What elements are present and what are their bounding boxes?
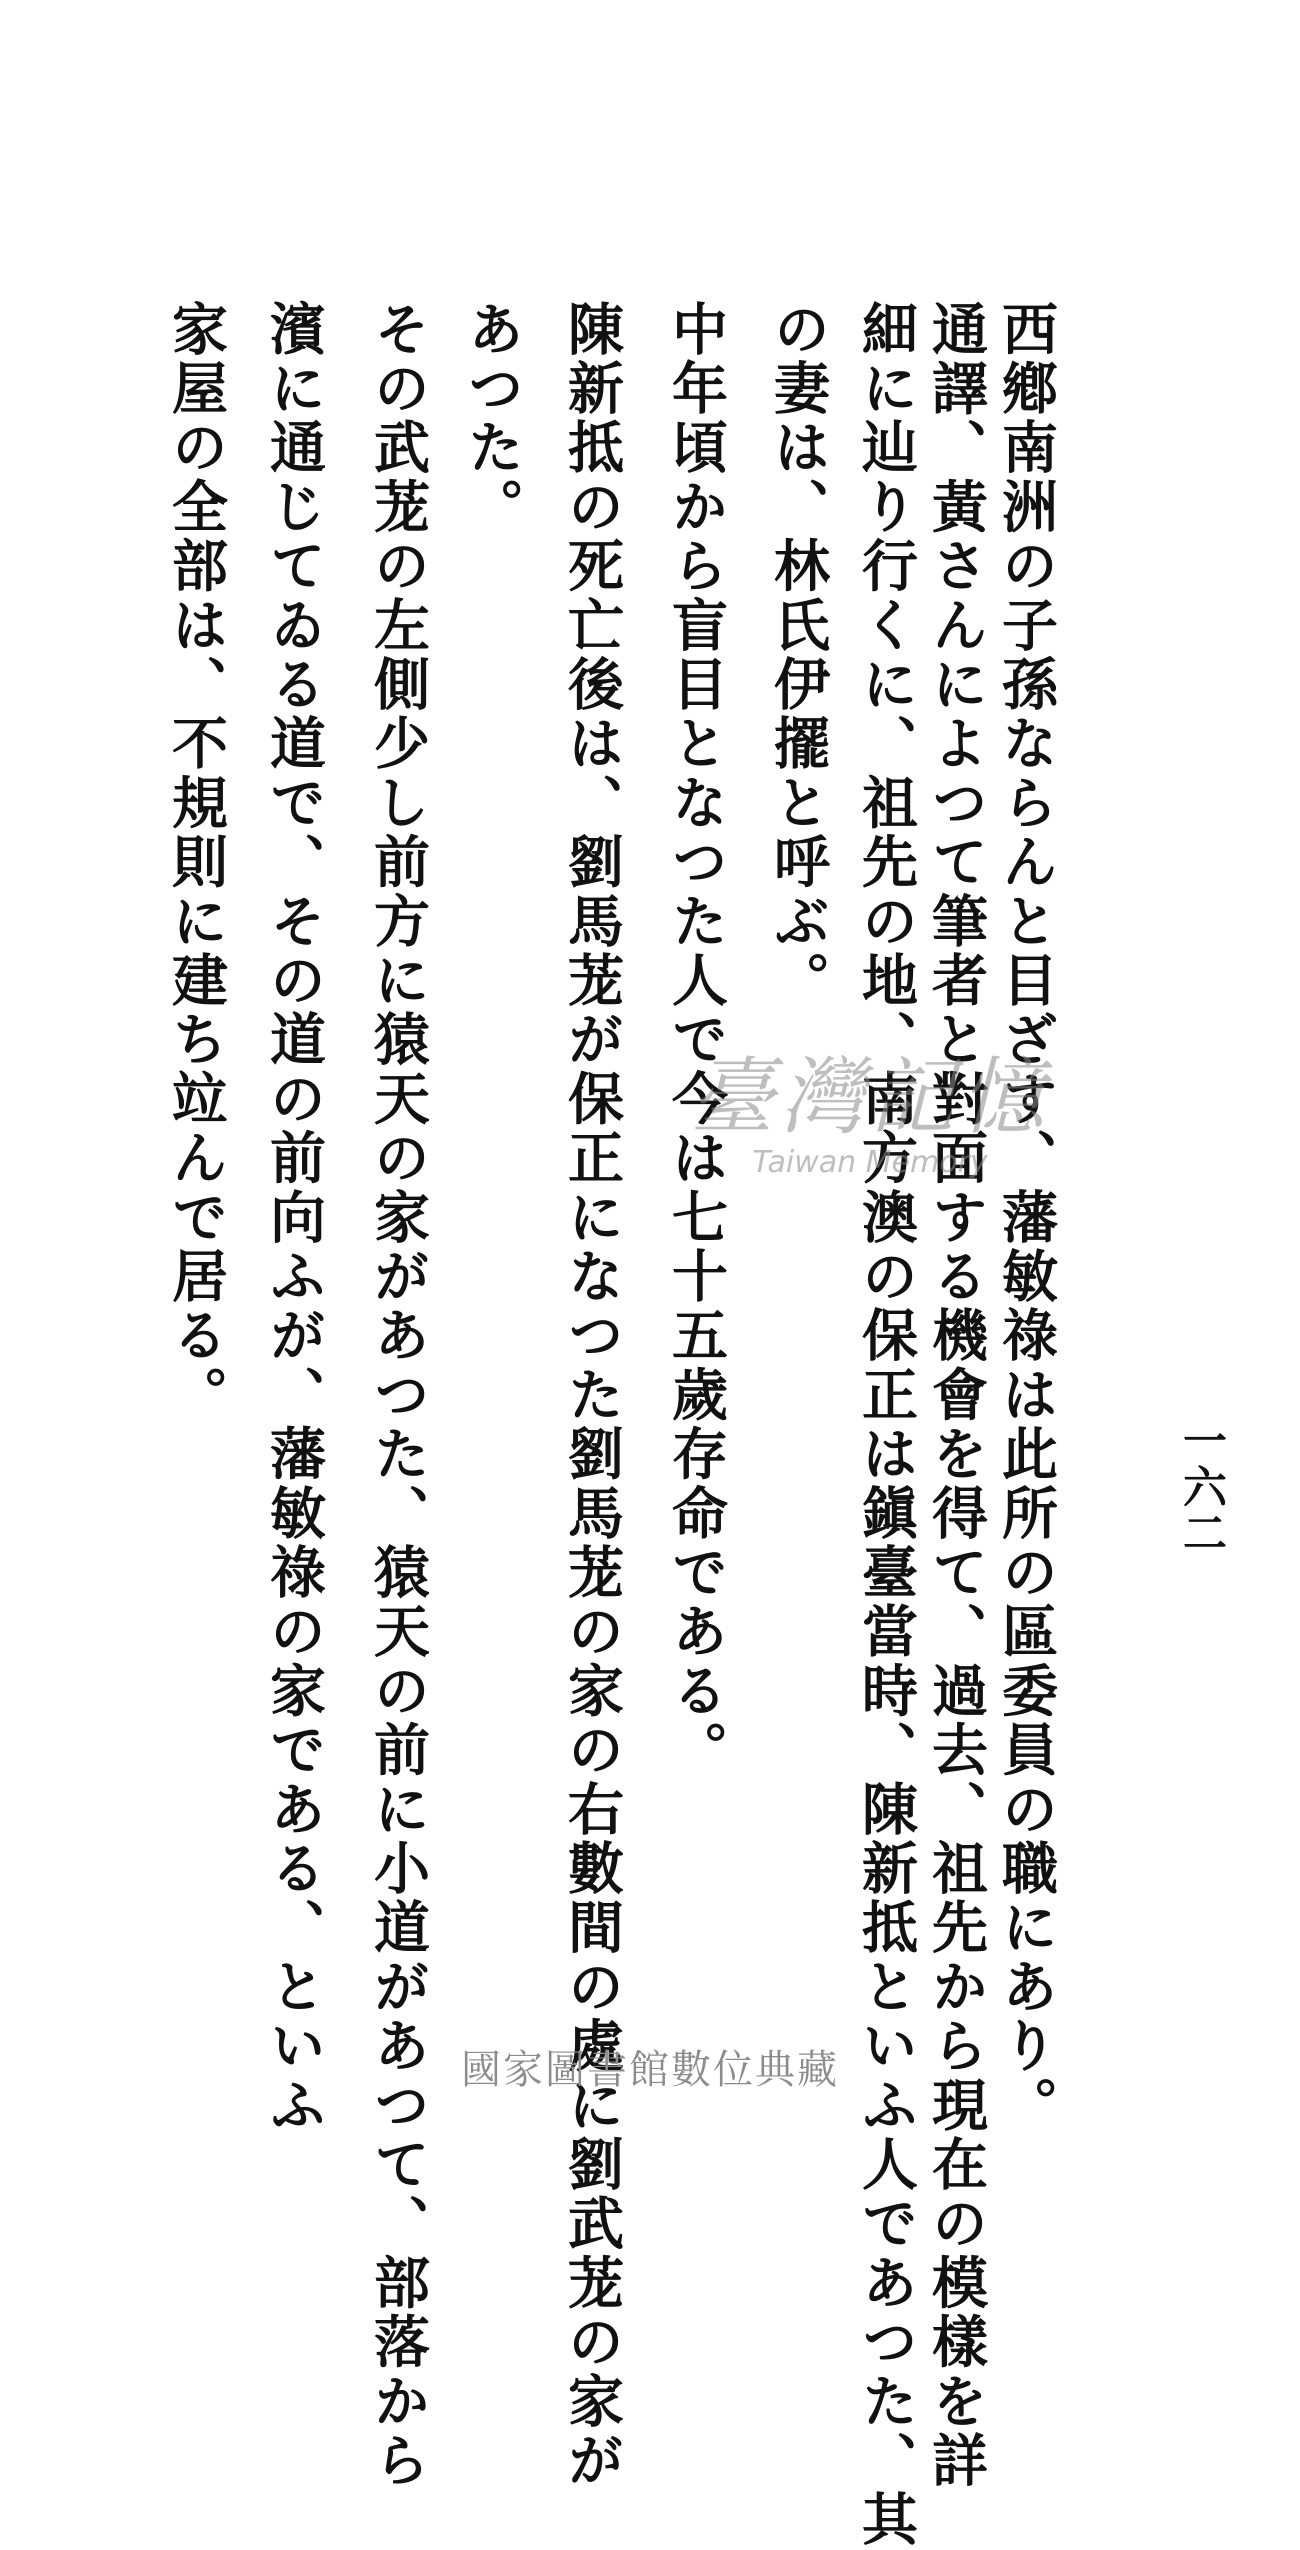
- text-column-7: あつた。: [459, 300, 525, 537]
- watermark-title: 臺灣記憶: [689, 1048, 1050, 1146]
- footer-credit: 國家圖書館數位典藏: [461, 2047, 839, 2093]
- text-column-4: の妻は、林氏伊擺と呼ぶ。: [765, 300, 831, 1011]
- text-column-8: その武茏の左側少し前方に猿天の家があつた、猿天の前に小道があつて、部落から: [365, 300, 431, 2491]
- text-column-9: 濱に通じてゐる道で、その道の前向ふが、藩敏祿の家である、といふ: [261, 300, 327, 2136]
- page-number: 一六二: [1175, 1418, 1226, 1556]
- text-column-3: 細に辿り行くに、祖先の地、南方澳の保正は鎭臺當時、陳新抵といふ人であつた、其: [853, 300, 919, 2550]
- text-column-2: 通譯、黃さんによつて筆者と對面する機會を得て、過去、祖先から現在の模樣を詳: [923, 300, 989, 2491]
- text-column-5: 中年頃から盲目となつた人で今は七十五歲存命である。: [663, 300, 729, 1780]
- text-column-10: 家屋の全部は、不規則に建ち竝んで居る。: [163, 300, 229, 1425]
- text-column-6: 陳新抵の死亡後は、劉馬茏が保正になつた劉馬茏の家の右數間の處に劉武茏の家が: [559, 300, 625, 2491]
- watermark-subtitle: Taiwan Memory: [752, 1145, 988, 1180]
- text-column-1: 西鄕南洲の子孫ならんと目ざす、藩敏祿は此所の區委員の職にあり。: [993, 300, 1059, 2136]
